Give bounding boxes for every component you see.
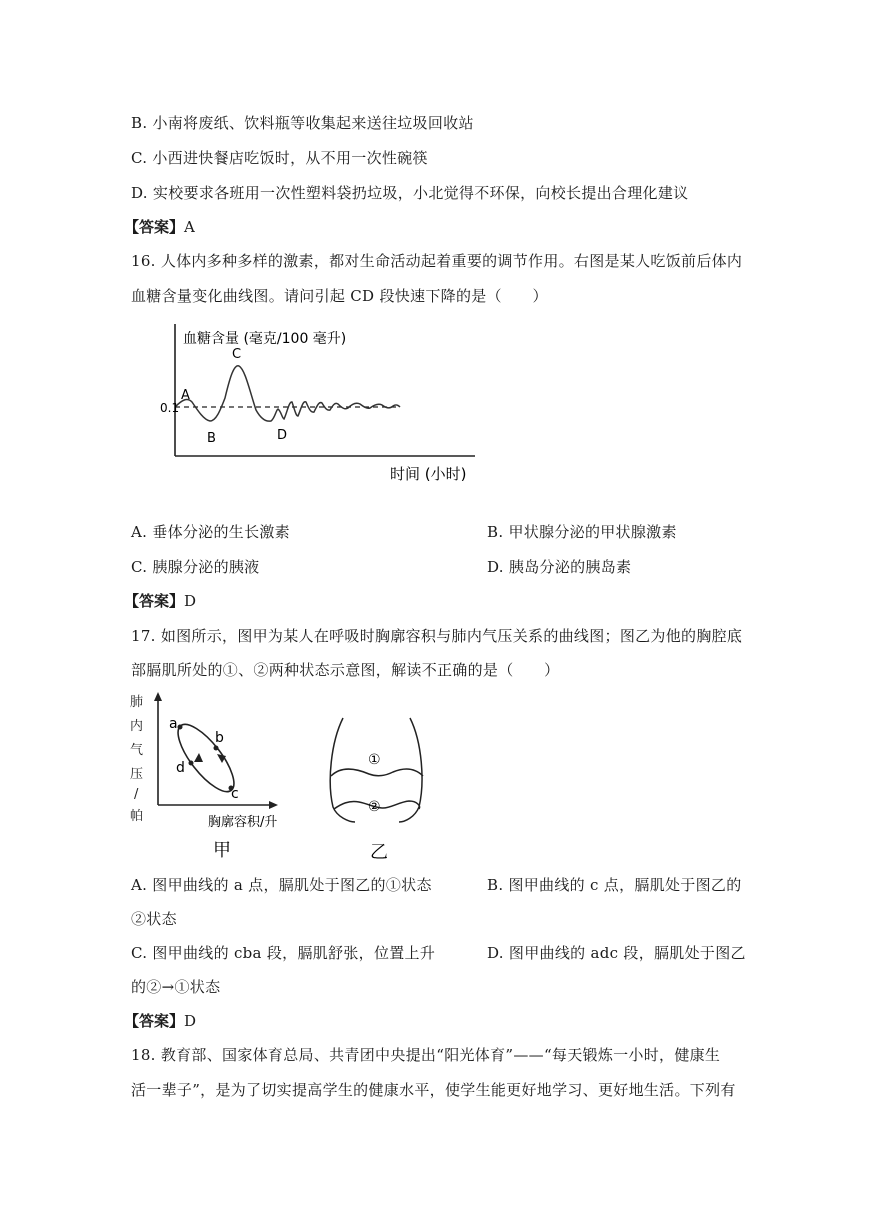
q16-blood-sugar-chart	[160, 322, 490, 492]
point-label-c: c	[231, 786, 239, 802]
q17-option-d-line2: 的②→①状态	[131, 978, 221, 996]
answer-value: D	[184, 592, 197, 610]
x-axis-arrow	[269, 801, 278, 809]
q18-stem-line1: 18. 教育部、国家体育总局、共青团中央提出“阳光体育”——“每天锻炼一小时，健康生	[131, 1046, 721, 1064]
q17-option-a: A. 图甲曲线的 a 点，膈肌处于图乙的①状态	[131, 876, 432, 894]
figure-caption-yi: 乙	[370, 842, 388, 863]
point-b-dot	[214, 746, 219, 751]
svg-text:内: 内	[130, 719, 144, 734]
q17-option-c: C. 图甲曲线的 cba 段，膈肌舒张，位置上升	[131, 944, 436, 962]
q17-answer	[124, 1010, 196, 1031]
point-a-dot	[178, 725, 183, 730]
point-label-d: D	[277, 428, 288, 443]
q15-option-d: D. 实校要求各班用一次性塑料袋扔垃圾，小北觉得不环保，向校长提出合理化建议	[131, 184, 689, 202]
svg-text:气: 气	[130, 743, 144, 758]
direction-arrow-up	[194, 753, 203, 762]
q17-stem-line1: 17. 如图所示，图甲为某人在呼吸时胸廓容积与肺内气压关系的曲线图；图乙为他的胸腔底	[131, 627, 743, 645]
state-label-1: ①	[368, 752, 381, 768]
answer-label: 【答案】	[124, 1012, 185, 1030]
q18-stem-line2: 活一辈子”，是为了切实提高学生的健康水平，使学生能更好地学习、更好地生活。下列有	[131, 1081, 736, 1099]
q17-option-d-line1: D. 图甲曲线的 adc 段，膈肌处于图乙	[487, 944, 746, 962]
svg-text:压: 压	[130, 767, 144, 782]
q17-stem-line2: 部膈肌所处的①、②两种状态示意图，解读不正确的是（ ）	[131, 661, 560, 679]
svg-text:/: /	[134, 787, 139, 802]
diaphragm-state-1	[331, 769, 423, 776]
x-axis-label: 胸廓容积/升	[208, 815, 278, 830]
state-label-2: ②	[368, 799, 381, 815]
q16-option-c: C. 胰腺分泌的胰液	[131, 558, 260, 576]
answer-value: A	[184, 218, 195, 236]
answer-label: 【答案】	[124, 218, 185, 236]
glucose-curve	[175, 366, 400, 421]
q17-option-b-line2: ②状态	[131, 910, 177, 928]
y-axis-arrow	[154, 692, 162, 701]
y-axis-label	[130, 694, 143, 824]
q17-figure-yi	[325, 712, 435, 867]
x-axis-label: 时间 (小时)	[390, 465, 467, 483]
point-label-d: d	[176, 760, 185, 776]
q17-figure-jia	[128, 690, 298, 865]
q15-answer	[124, 216, 195, 237]
baseline-label: 0.1	[160, 401, 180, 415]
q15-option-c: C. 小西进快餐店吃饭时，从不用一次性碗筷	[131, 149, 428, 167]
q16-answer	[124, 590, 196, 611]
y-axis-label: 血糖含量 (毫克/100 毫升)	[183, 331, 347, 347]
q16-option-b: B. 甲状腺分泌的甲状腺激素	[487, 523, 677, 541]
svg-text:帕: 帕	[130, 809, 144, 824]
q15-option-b: B. 小南将废纸、饮料瓶等收集起来送往垃圾回收站	[131, 114, 474, 132]
point-label-b: B	[207, 431, 216, 446]
q16-stem-line1: 16. 人体内多种多样的激素，都对生命活动起着重要的调节作用。右图是某人吃饭前后体内	[131, 252, 743, 270]
point-label-c: C	[232, 347, 242, 362]
q16-option-a: A. 垂体分泌的生长激素	[131, 523, 290, 541]
point-label-a: a	[169, 716, 178, 732]
q16-option-d: D. 胰岛分泌的胰岛素	[487, 558, 632, 576]
figure-caption-jia: 甲	[213, 840, 231, 861]
point-d-dot	[189, 761, 194, 766]
answer-label: 【答案】	[124, 592, 185, 610]
point-label-a: A	[181, 388, 190, 403]
answer-value: D	[184, 1012, 197, 1030]
svg-text:肺: 肺	[130, 695, 144, 710]
point-label-b: b	[215, 730, 224, 746]
q17-option-b-line1: B. 图甲曲线的 c 点，膈肌处于图乙的	[487, 876, 742, 894]
q16-stem-line2: 血糖含量变化曲线图。请问引起 CD 段快速下降的是（ ）	[131, 287, 548, 305]
